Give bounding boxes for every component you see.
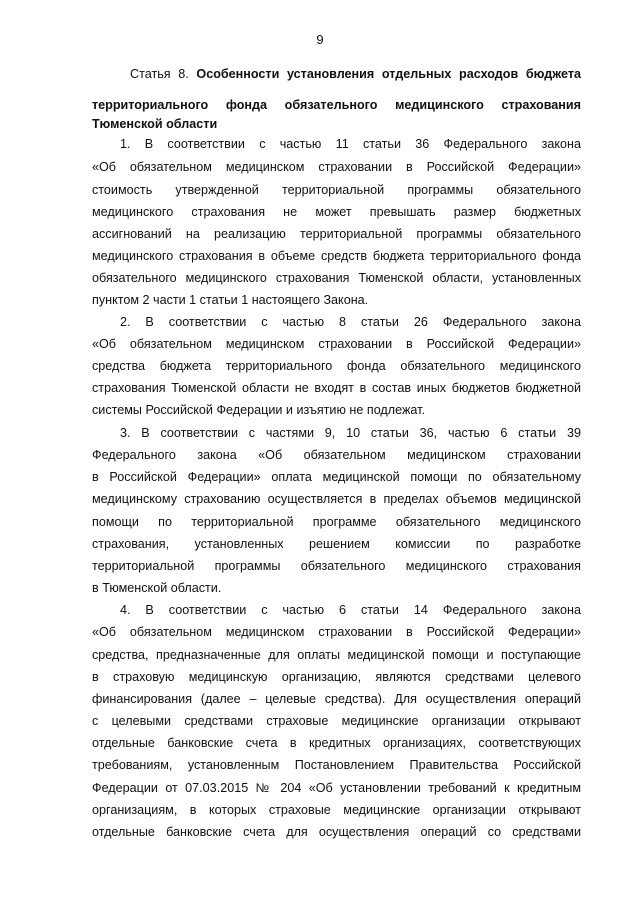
- paragraph-4-line: Федерации от 07.03.2015 № 204 «Об установлении требований к кредитным: [92, 781, 581, 795]
- paragraph-1-line: «Об обязательном медицинском страховании в Российской Федерации»: [92, 160, 581, 174]
- paragraph-3-line: медицинскому страхованию осуществляется в пределах объемов медицинской: [92, 492, 581, 506]
- paragraph-1-line: ассигнований на реализацию территориальной программы обязательного: [92, 227, 581, 241]
- paragraph-3-line: страхования, установленных решением комиссии по разработке: [92, 537, 581, 551]
- paragraph-3-line: 3. В соответствии с частями 9, 10 статьи 36, частью 6 статьи 39: [120, 426, 581, 440]
- paragraph-2-line: страхования Тюменской области не входят в состав иных бюджетов бюджетной: [92, 381, 581, 395]
- article-title-part-1: Особенности установления отдельных расходов бюджета: [196, 67, 581, 81]
- paragraph-3-line: Федерального закона «Об обязательном медицинском страховании: [92, 448, 581, 462]
- paragraph-1-line: пунктом 2 части 1 статьи 1 настоящего Закона.: [92, 293, 369, 307]
- paragraph-4-line: 4. В соответствии с частью 6 статьи 14 Федерального закона: [120, 603, 581, 617]
- paragraph-2-line: «Об обязательном медицинском страховании в Российской Федерации»: [92, 337, 581, 351]
- paragraph-2-line: средства бюджета территориального фонда обязательного медицинского: [92, 359, 581, 373]
- paragraph-4-line: отдельные банковские счета в кредитных организациях, соответствующих: [92, 736, 581, 750]
- paragraph-4-line: в страховую медицинскую организацию, являются средствами целевого: [92, 670, 581, 684]
- paragraph-3-line: в Тюменской области.: [92, 581, 222, 595]
- paragraph-3-line: в Российской Федерации» оплата медицинской помощи по обязательному: [92, 470, 581, 484]
- article-heading-line-1: [130, 64, 581, 84]
- paragraph-4-line: средства, предназначенные для оплаты медицинской помощи и поступающие: [92, 648, 581, 662]
- page-number: 9: [316, 32, 324, 47]
- paragraph-4-line: финансирования (далее – целевые средства). Для осуществления операций: [92, 692, 581, 706]
- paragraph-3-line: территориальной программы обязательного медицинского страхования: [92, 559, 581, 573]
- paragraph-4-line: организациям, в которых страховые медицинские организации открывают: [92, 803, 581, 817]
- paragraph-4-line: требованиям, установленным Постановлением Правительства Российской: [92, 758, 581, 772]
- paragraph-1-line: медицинского страхования в объеме средств бюджета территориального фонда: [92, 249, 581, 263]
- paragraph-1-line: стоимость утвержденной территориальной программы обязательного: [92, 183, 581, 197]
- paragraph-2-line: системы Российской Федерации и изъятию не подлежат.: [92, 403, 426, 417]
- article-title-line-2: территориального фонда обязательного медицинского страхования: [92, 98, 581, 112]
- paragraph-4-line: с целевыми средствами страховые медицинские организации открывают: [92, 714, 581, 728]
- paragraph-4-line: «Об обязательном медицинском страховании в Российской Федерации»: [92, 625, 581, 639]
- paragraph-4-line: отдельные банковские счета для осуществления операций со средствами: [92, 825, 581, 839]
- article-title-line-3: Тюменской области: [92, 117, 218, 131]
- paragraph-1-line: 1. В соответствии с частью 11 статьи 36 Федерального закона: [120, 137, 581, 151]
- paragraph-2-line: 2. В соответствии с частью 8 статьи 26 Федерального закона: [120, 315, 581, 329]
- paragraph-1-line: обязательного медицинского страхования Тюменской области, установленных: [92, 271, 581, 285]
- paragraph-3-line: помощи по территориальной программе обязательного медицинского: [92, 515, 581, 529]
- paragraph-1-line: медицинского страхования не может превышать размер бюджетных: [92, 205, 581, 219]
- article-prefix: Статья 8.: [130, 67, 189, 81]
